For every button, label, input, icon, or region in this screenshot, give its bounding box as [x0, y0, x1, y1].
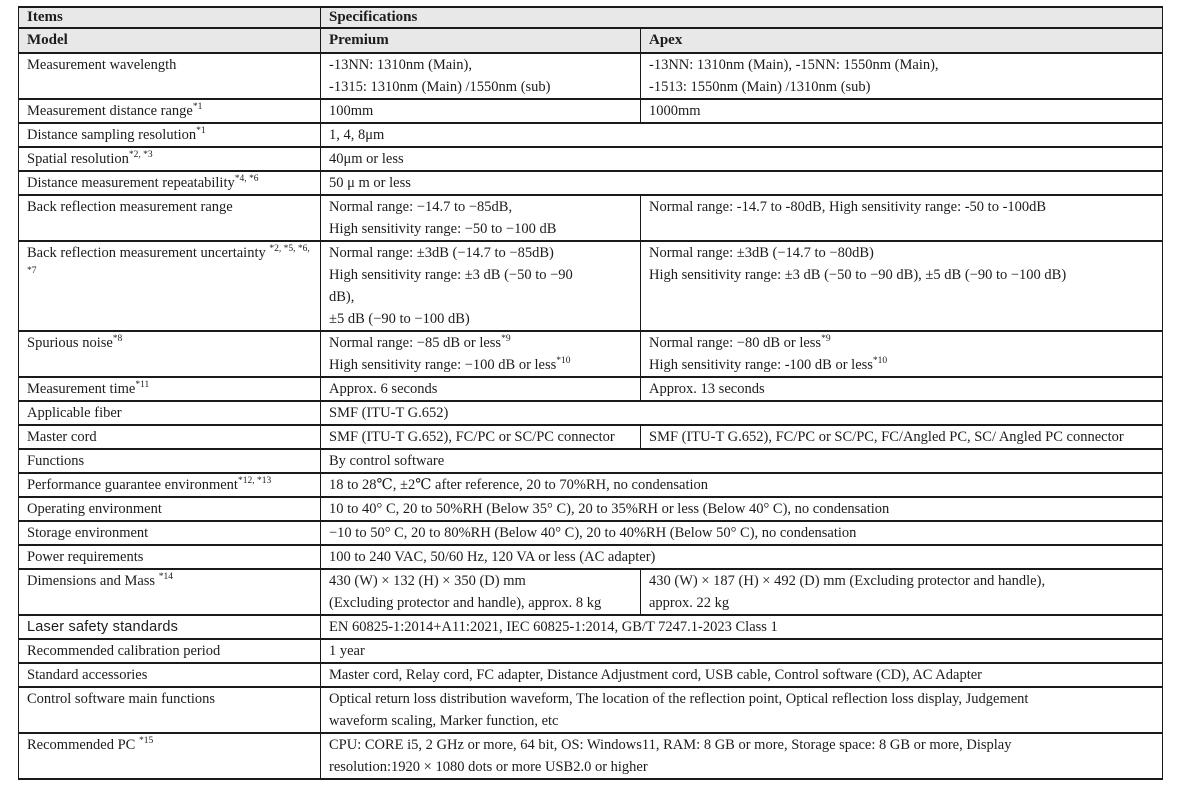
item-label: Measurement wavelength	[19, 54, 321, 98]
item-label: Recommended calibration period	[19, 640, 321, 662]
item-label: Functions	[19, 450, 321, 472]
spec-value-apex: Approx. 13 seconds	[649, 381, 765, 397]
spec-value: Optical return loss distribution waveform, The location of the reflection point, Optical reflection loss display, Judgement waveform scaling, Marker function, etc	[329, 691, 1029, 729]
spec-table-body	[19, 54, 1162, 780]
spec-value: CPU: CORE i5, 2 GHz or more, 64 bit, OS: Windows11, RAM: 8 GB or more, Storage space: 8 GB or more, Display resolution:1920 × 1080 dots or more USB2.0 or higher	[329, 737, 1012, 775]
model-header: Model	[19, 29, 321, 52]
table-row	[19, 124, 1162, 148]
spec-value: 40μm or less	[329, 151, 404, 167]
item-label: Recommended PC $^{*15}$	[19, 734, 321, 778]
header-row-items	[19, 8, 1162, 29]
item-label: Performance guarantee environment$^{*12, *13}$	[19, 474, 321, 496]
spec-value: 1 year	[329, 643, 365, 659]
table-row	[19, 688, 1162, 734]
item-label: Control software main functions	[19, 688, 321, 732]
table-row	[19, 616, 1162, 640]
spec-value-apex: -13NN: 1310nm (Main), -15NN: 1550nm (Main), -1513: 1550nm (Main) /1310nm (sub)	[649, 57, 939, 95]
spec-value: 100 to 240 VAC, 50/60 Hz, 120 VA or less (AC adapter)	[329, 549, 656, 565]
table-row	[19, 640, 1162, 664]
spec-value: 50 μ m or less	[329, 175, 411, 191]
item-label: Spatial resolution$^{*2, *3}$	[19, 148, 321, 170]
item-label: Applicable fiber	[19, 402, 321, 424]
item-label: Operating environment	[19, 498, 321, 520]
item-label: Power requirements	[19, 546, 321, 568]
spec-value-premium: Normal range: ±3dB (−14.7 to −85dB) High sensitivity range: ±3 dB (−50 to −90 dB), ±5 dB (−90 to −100 dB)	[321, 242, 641, 330]
table-row	[19, 546, 1162, 570]
table-row	[19, 734, 1162, 780]
item-label: Distance sampling resolution$^{*1}$	[19, 124, 321, 146]
item-label: Dimensions and Mass $^{*14}$	[19, 570, 321, 614]
spec-value-premium: 100mm	[321, 100, 641, 122]
table-row	[19, 378, 1162, 402]
spec-value-apex: 430 (W) × 187 (H) × 492 (D) mm (Excluding protector and handle), approx. 22 kg	[649, 573, 1046, 611]
spec-value-apex: Normal range: ±3dB (−14.7 to −80dB) High sensitivity range: ±3 dB (−50 to −90 dB), ±5 dB (−90 to −100 dB)	[649, 245, 1067, 283]
spec-sheet-page	[18, 6, 1163, 780]
table-row	[19, 450, 1162, 474]
table-row	[19, 242, 1162, 332]
table-row	[19, 100, 1162, 124]
spec-value: 1, 4, 8μm	[329, 127, 385, 143]
item-label: Storage environment	[19, 522, 321, 544]
spec-value: EN 60825-1:2014+A11:2021, IEC 60825-1:2014, GB/T 7247.1-2023 Class 1	[329, 619, 778, 635]
items-header: Items	[19, 8, 321, 27]
premium-header: Premium	[321, 29, 641, 52]
spec-value: −10 to 50° C, 20 to 80%RH (Below 40° C), 20 to 40%RH (Below 50° C), no condensation	[329, 525, 857, 541]
apex-header: Apex	[641, 29, 1162, 52]
spec-value-apex: Normal range: -14.7 to -80dB, High sensitivity range: -50 to -100dB	[649, 199, 1047, 215]
item-label: Laser safety standards	[19, 616, 321, 638]
specifications-header: Specifications	[321, 8, 1162, 27]
item-label: Measurement distance range$^{*1}$	[19, 100, 321, 122]
spec-value-premium: Approx. 6 seconds	[321, 378, 641, 400]
spec-table	[18, 6, 1163, 780]
item-label: Spurious noise$^{*8}$	[19, 332, 321, 376]
spec-value-premium: SMF (ITU-T G.652), FC/PC or SC/PC connector	[321, 426, 641, 448]
table-row	[19, 522, 1162, 546]
item-label: Measurement time$^{*11}$	[19, 378, 321, 400]
spec-value: SMF (ITU-T G.652)	[329, 405, 449, 421]
table-row	[19, 570, 1162, 616]
table-row	[19, 426, 1162, 450]
spec-value-apex: SMF (ITU-T G.652), FC/PC or SC/PC, FC/Angled PC, SC/ Angled PC connector	[649, 429, 1124, 445]
table-row	[19, 172, 1162, 196]
spec-value: By control software	[329, 453, 445, 469]
header-row-model	[19, 29, 1162, 54]
spec-value-premium: Normal range: −85 dB or less$^{*9}$ High sensitivity range: −100 dB or less$^{*10}$	[321, 332, 641, 376]
table-row	[19, 664, 1162, 688]
table-row	[19, 498, 1162, 522]
spec-value: 10 to 40° C, 20 to 50%RH (Below 35° C), 20 to 35%RH or less (Below 40° C), no condensation	[329, 501, 890, 517]
spec-value: 18 to 28℃, ±2℃ after reference, 20 to 70%RH, no condensation	[329, 477, 709, 493]
spec-value-apex: 1000mm	[649, 103, 701, 119]
table-row	[19, 196, 1162, 242]
table-row	[19, 332, 1162, 378]
item-label: Distance measurement repeatability$^{*4, *6}$	[19, 172, 321, 194]
table-row	[19, 148, 1162, 172]
table-row	[19, 402, 1162, 426]
table-row	[19, 54, 1162, 100]
spec-value-premium: 430 (W) × 132 (H) × 350 (D) mm (Excluding protector and handle), approx. 8 kg	[321, 570, 641, 614]
item-label: Back reflection measurement uncertainty $^{*2, *5, *6, *7}$	[19, 242, 321, 330]
spec-value-premium: Normal range: −14.7 to −85dB, High sensitivity range: −50 to −100 dB	[321, 196, 641, 240]
item-label: Master cord	[19, 426, 321, 448]
item-label: Back reflection measurement range	[19, 196, 321, 240]
item-label: Standard accessories	[19, 664, 321, 686]
spec-value: Master cord, Relay cord, FC adapter, Distance Adjustment cord, USB cable, Control software (CD), AC Adapter	[329, 667, 982, 683]
spec-value-premium: -13NN: 1310nm (Main), -1315: 1310nm (Main) /1550nm (sub)	[321, 54, 641, 98]
table-row	[19, 474, 1162, 498]
spec-value-apex: Normal range: −80 dB or less$^{*9}$ High sensitivity range: -100 dB or less$^{*10}$	[649, 334, 888, 373]
